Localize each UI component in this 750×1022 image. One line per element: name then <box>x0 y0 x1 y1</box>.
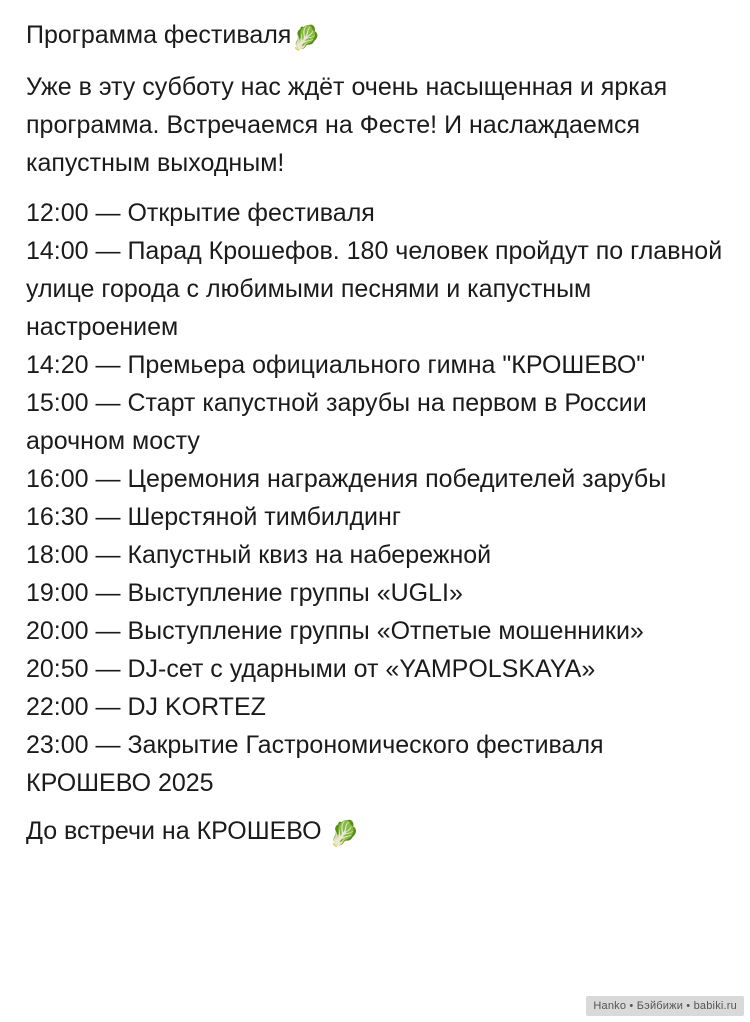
list-item: 23:00 — Закрытие Гастрономического фестиваля КРОШЕВО 2025 <box>26 731 604 797</box>
cabbage-leaf-icon: 🥬 <box>291 25 322 52</box>
list-item: 20:50 — DJ-сет с ударными от «YAMPOLSKAYA» <box>26 655 596 683</box>
list-item: 16:30 — Шерстяной тимбилдинг <box>26 503 401 531</box>
schedule-list <box>26 194 724 802</box>
list-item: 19:00 — Выступление группы «UGLI» <box>26 579 463 607</box>
list-item: 12:00 — Открытие фестиваля <box>26 199 375 227</box>
outro-text: До встречи на КРОШЕВО <box>26 817 322 845</box>
intro-paragraph: Уже в эту субботу нас ждёт очень насыщенная и яркая программа. Встречаемся на Фесте! И наслаждаемся капустным выходным! <box>26 73 668 177</box>
list-item: 14:20 — Премьера официального гимна "КРОШЕВО" <box>26 351 646 379</box>
list-item: 16:00 — Церемония награждения победителей зарубы <box>26 465 667 493</box>
list-item: 22:00 — DJ KORTEZ <box>26 693 266 721</box>
list-item: 14:00 — Парад Крошефов. 180 человек пройдут по главной улице города с любимыми песнями и капустным настроением <box>26 237 723 341</box>
page-title <box>26 16 724 58</box>
page-title-text: Программа фестиваля <box>26 21 292 49</box>
list-item: 15:00 — Старт капустной зарубы на первом в России арочном мосту <box>26 389 647 455</box>
watermark: Hanko • Бэйбижи • babiki.ru <box>586 996 744 1016</box>
cabbage-leaf-icon: 🥬 <box>328 820 360 848</box>
outro-paragraph <box>26 812 724 853</box>
list-item: 20:00 — Выступление группы «Отпетые мошенники» <box>26 617 644 645</box>
list-item: 18:00 — Капустный квиз на набережной <box>26 541 492 569</box>
